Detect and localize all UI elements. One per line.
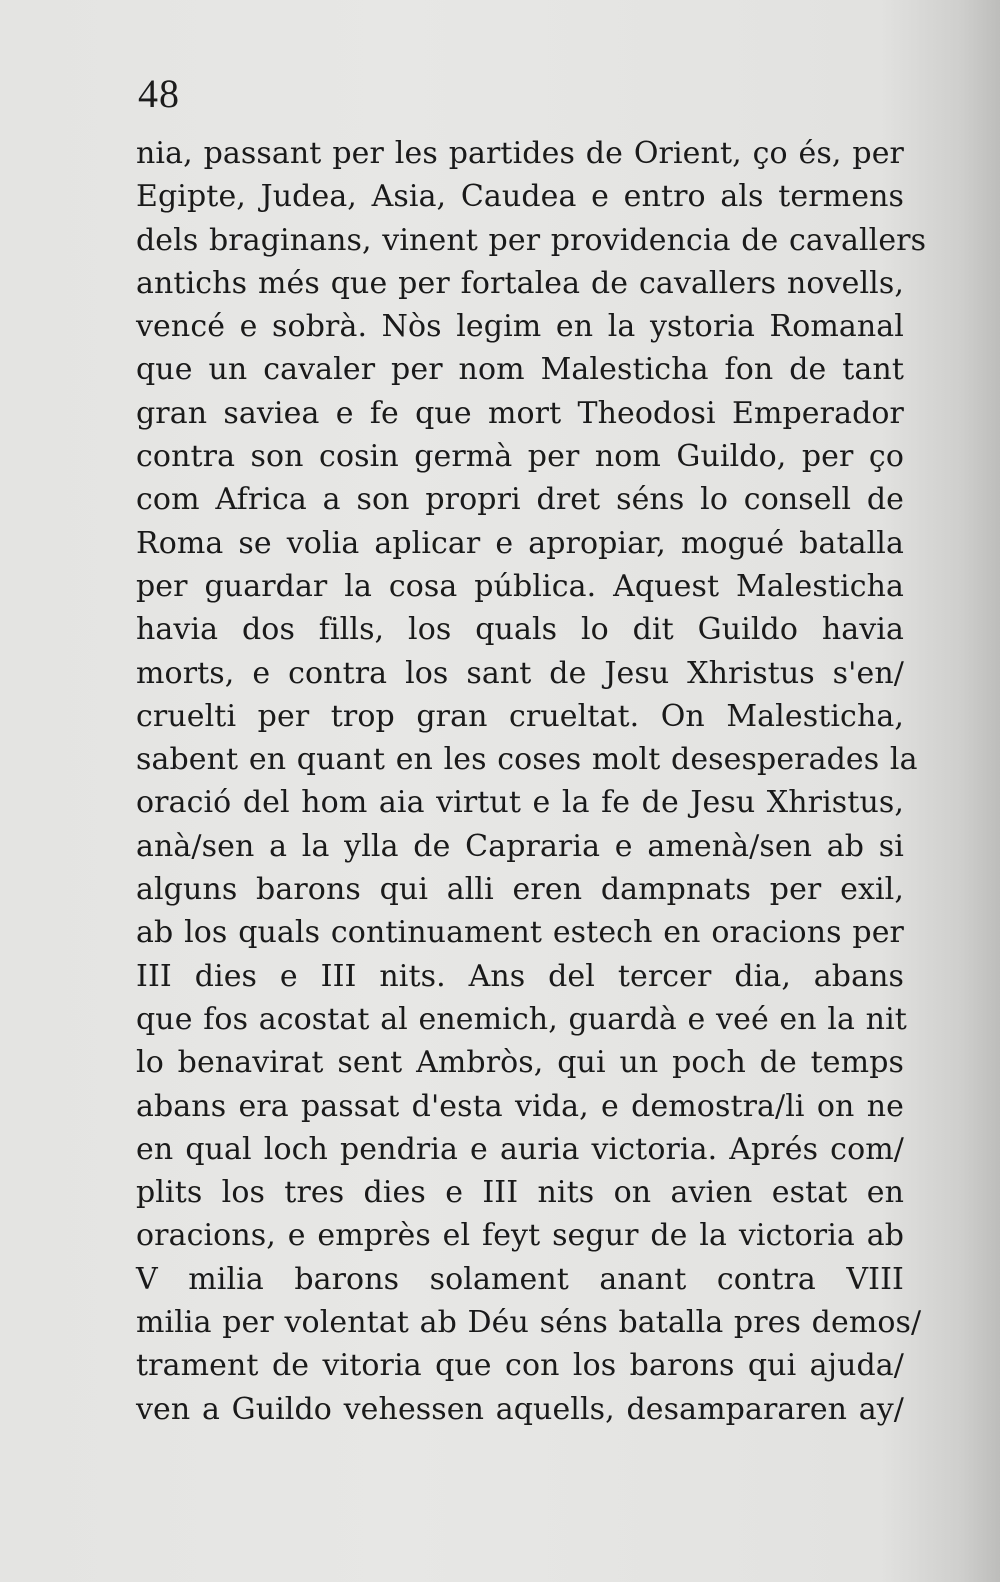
text-line: V milia barons solament anant contra VIII <box>136 1261 904 1297</box>
text-line: abans era passat d'esta vida, e demostra/li on ne <box>136 1088 904 1124</box>
text-line: anà/sen a la ylla de Capraria e amenà/sen ab si <box>136 828 904 864</box>
text-line: nia, passant per les partides de Orient, ço és, per <box>136 136 904 171</box>
text-line: contra son cosin germà per nom Guildo, per ço <box>136 439 904 475</box>
text-line: ab los quals continuament estech en oracions per <box>136 915 904 951</box>
text-line: Roma se volia aplicar e apropiar, mogué batalla <box>136 525 904 561</box>
text-line: que fos acostat al enemich, guardà e veé en la nit <box>136 1001 907 1037</box>
text-line: cruelti per trop gran crueltat. On Malesticha, <box>136 698 904 734</box>
text-line: lo benavirat sent Ambròs, qui un poch de temps <box>136 1045 904 1081</box>
text-line: que un cavaler per nom Malesticha fon de tant <box>136 352 904 388</box>
text-line: havia dos fills, los quals lo dit Guildo havia <box>136 612 904 648</box>
text-line: Egipte, Judea, Asia, Caudea e entro als termens <box>136 179 904 215</box>
text-line: en qual loch pendria e auria victoria. Aprés com/ <box>136 1131 904 1167</box>
text-line: milia per volentat ab Déu séns batalla pres demos/ <box>136 1305 922 1341</box>
text-line: oracions, e emprès el feyt segur de la victoria ab <box>136 1218 904 1254</box>
text-line: ven a Guildo vehessen aquells, desampararen ay/ <box>136 1391 904 1427</box>
page-number: 48 <box>138 71 180 116</box>
text-line: vencé e sobrà. Nòs legim en la ystoria Romanal <box>136 309 904 345</box>
text-line: oració del hom aia virtut e la fe de Jesu Xhristus, <box>136 785 904 821</box>
text-line: morts, e contra los sant de Jesu Xhristus s'en/ <box>136 655 904 691</box>
body-text <box>136 132 927 1431</box>
text-line: plits los tres dies e III nits on avien estat en <box>136 1175 904 1211</box>
text-line: sabent en quant en les coses molt desesperades la <box>136 742 918 778</box>
text-line: com Africa a son propri dret séns lo consell de <box>136 482 904 518</box>
text-line: III dies e III nits. Ans del tercer dia, abans <box>136 958 904 994</box>
text-line: dels braginans, vinent per providencia de cavallers <box>136 222 927 258</box>
text-line: alguns barons qui alli eren dampnats per exil, <box>136 872 904 908</box>
text-line: gran saviea e fe que mort Theodosi Emperador <box>136 395 904 431</box>
text-line: per guardar la cosa pública. Aquest Malesticha <box>136 568 904 604</box>
text-line: antichs més que per fortalea de cavallers novells, <box>136 265 904 301</box>
text-line: trament de vitoria que con los barons qui ajuda/ <box>136 1348 904 1384</box>
